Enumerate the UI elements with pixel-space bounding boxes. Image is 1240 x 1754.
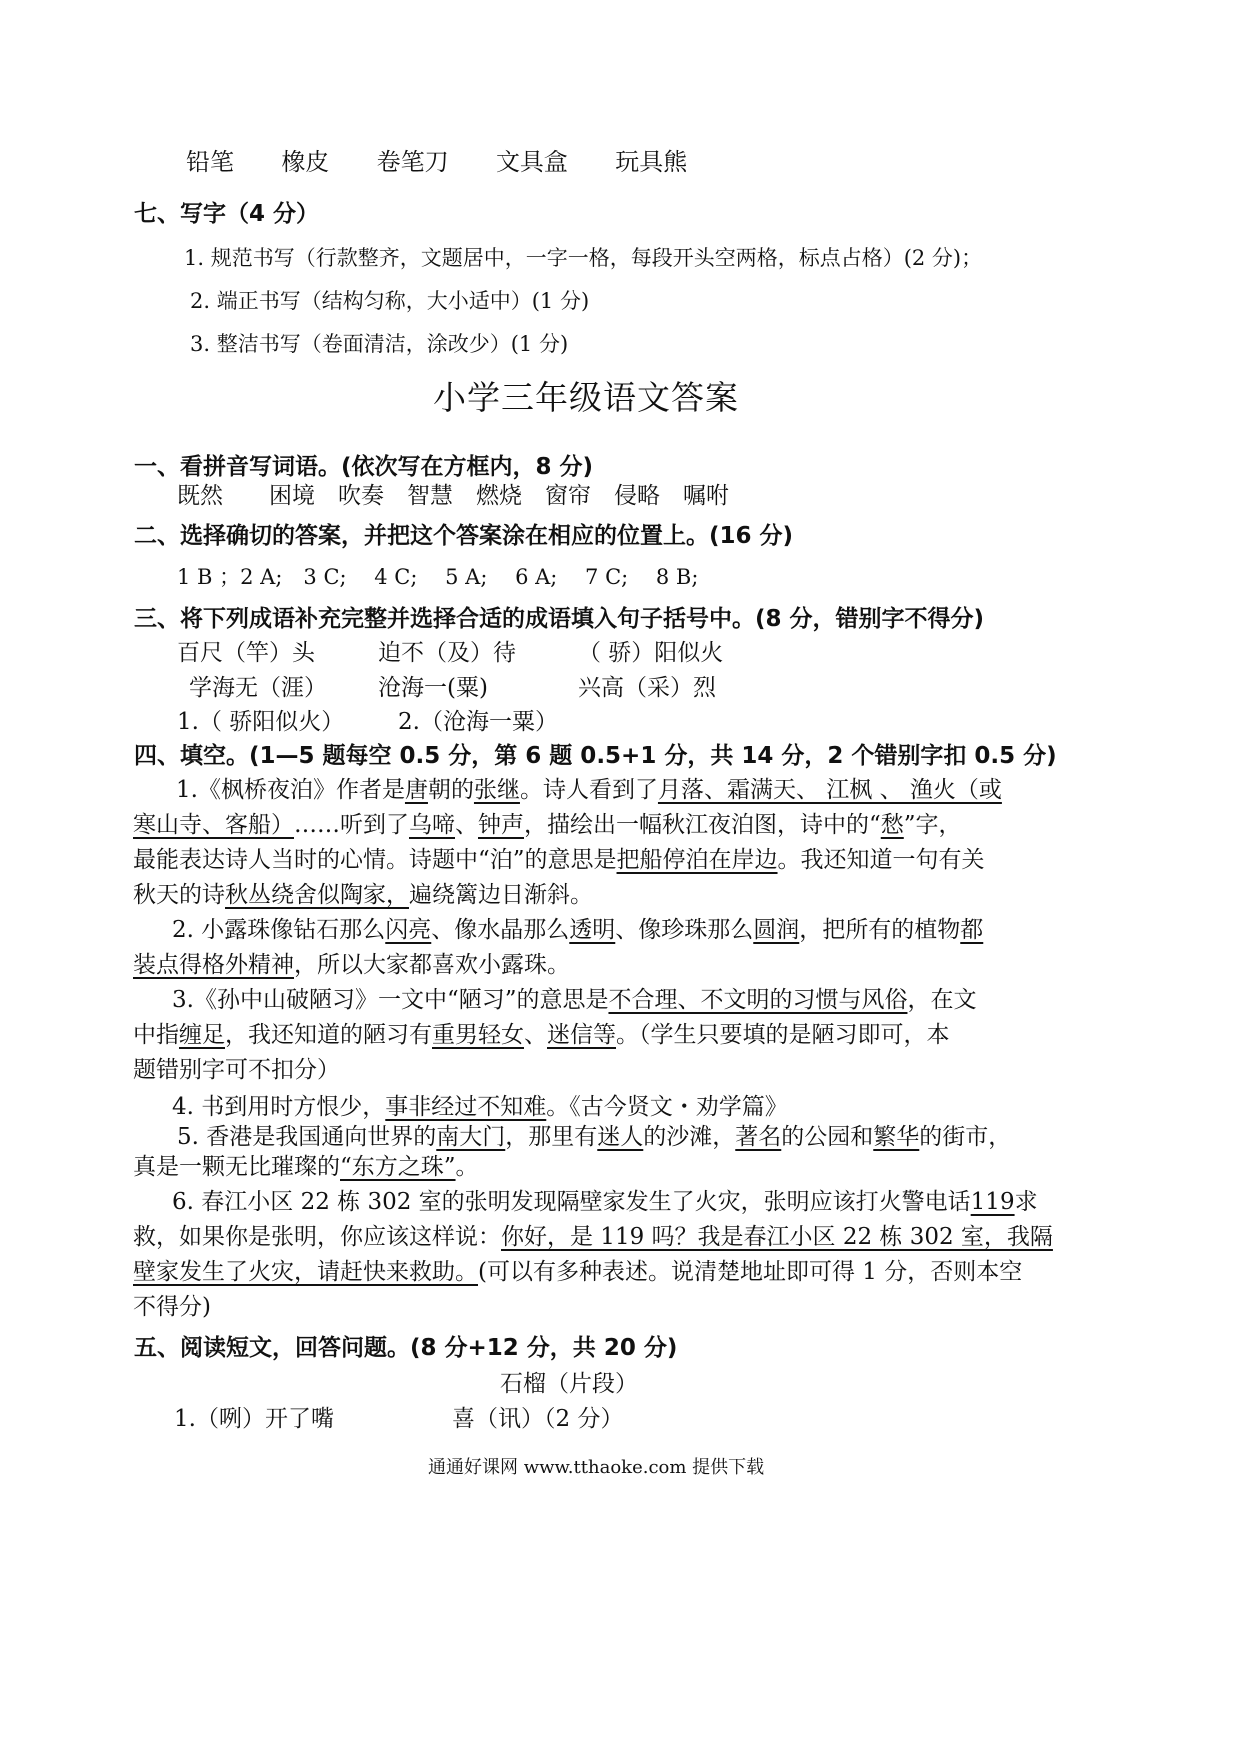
section-5-heading: 五、阅读短文，回答问题。(8 分+12 分，共 20 分)	[134, 1335, 678, 1361]
section-7-item-1: 1. 规范书写（行款整齐，文题居中，一字一格，每段开头空两格，标点占格）(2 分)；	[184, 246, 983, 270]
idiom: 百尺（竿）头	[177, 640, 315, 666]
passage-title: 石榴（片段）	[500, 1371, 638, 1397]
answer-blank: 繁华	[873, 1124, 920, 1150]
idiom: 学海无（涯）	[189, 675, 327, 701]
q6-line-1: 6. 春江小区 22 栋 302 室的张明发现隔壁家发生了火灾，张明应该打火警电话119求	[172, 1189, 1038, 1215]
section-2-answers: 1 B ；2 A; 3 C; 4 C; 5 A; 6 A; 7 C; 8 B;	[177, 565, 699, 589]
answer-blank: 张继	[473, 777, 520, 803]
section-7-item-3: 3. 整洁书写（卷面清洁，涂改少）(1 分)	[190, 332, 569, 356]
answer-blank: 唐	[404, 777, 428, 803]
q6-line-3: 壁家发生了火灾，请赶快来救助。(可以有多种表述。说清楚地址即可得 1 分，否则本空	[133, 1259, 1023, 1285]
section-3-heading: 三、将下列成语补充完整并选择合适的成语填入句子括号中。(8 分，错别字不得分)	[134, 606, 985, 632]
answer-blank: 重男轻女	[432, 1022, 524, 1048]
footer-source: 通通好课网 www.tthaoke.com 提供下载	[428, 1457, 765, 1478]
q3-line-3: 题错别字可不扣分）	[133, 1057, 340, 1083]
idiom-answer: 1.（ 骄阳似火）	[177, 709, 345, 735]
answer-blank: 圆润	[753, 917, 800, 943]
q2-line-1: 2. 小露珠像钻石那么闪亮、像水晶那么透明、像珍珠那么圆润，把所有的植物都	[172, 917, 984, 943]
answer-blank: 乌啼	[409, 812, 455, 838]
answer-blank: 闪亮	[385, 917, 432, 943]
answer-blank: 你好，是 119 吗？我是春江小区 22 栋 302 室，我隔	[501, 1224, 1053, 1250]
section-5-answer: 1.（咧）开了嘴	[174, 1406, 334, 1432]
answer-blank: 寒山寺、客船）	[133, 812, 294, 838]
answer-blank: 著名	[735, 1124, 782, 1150]
answer-blank: 把船停泊在岸边	[616, 847, 778, 873]
answer-blank: 迷人	[597, 1124, 644, 1150]
section-5-answer: 喜（讯）（2 分）	[452, 1406, 624, 1432]
answer-blank: “东方之珠”	[340, 1154, 456, 1180]
idiom: 沧海一(粟)	[378, 675, 488, 701]
q6-line-2: 救，如果你是张明，你应该这样说：你好，是 119 吗？我是春江小区 22 栋 302 室，我隔	[133, 1224, 1053, 1250]
q5-line-1: 5. 香港是我国通向世界的南大门，那里有迷人的沙滩，著名的公园和繁华的街市，	[177, 1124, 1012, 1150]
answer-blank: 透明	[569, 917, 616, 943]
answer-blank: 迷信等	[547, 1022, 616, 1048]
idiom: 迫不（及）待	[378, 640, 516, 666]
section-1-answers: 既然 困境 吹奏 智慧 燃烧 窗帘 侵略 嘱咐	[177, 483, 729, 509]
q2-line-2: 装点得格外精神，所以大家都喜欢小露珠。	[133, 952, 570, 978]
idiom: （ 骄）阳似火	[578, 640, 724, 666]
q4-line-1: 4. 书到用时方恨少，事非经过不知难。《古今贤文・劝学篇》	[172, 1094, 788, 1120]
idiom-answer: 2.（沧海一粟）	[398, 709, 558, 735]
answer-blank: 秋丛绕舍似陶家，	[225, 882, 409, 908]
word: 玩具熊	[615, 148, 688, 176]
stationery-word-list	[186, 147, 687, 178]
q1-line-3: 最能表达诗人当时的心情。诗题中“泊”的意思是把船停泊在岸边。我还知道一句有关	[133, 847, 985, 873]
answer-blank: 119	[970, 1189, 1015, 1215]
q3-line-1: 3.《孙中山破陋习》一文中“陋习”的意思是不合理、不文明的习惯与风俗，在文	[172, 987, 977, 1013]
word: 文具盒	[495, 148, 568, 176]
answer-blank: 月落、霜满天、 江枫 、 渔火（或	[657, 777, 1002, 803]
answer-blank: 装点得格外精神	[133, 952, 294, 978]
word: 橡皮	[281, 148, 330, 176]
section-7-heading: 七、写字（4 分）	[134, 201, 320, 227]
q6-line-4: 不得分)	[133, 1294, 211, 1320]
q1-line-2: 寒山寺、客船）……听到了乌啼、钟声，描绘出一幅秋江夜泊图，诗中的“愁”字，	[133, 812, 962, 838]
word: 卷笔刀	[376, 148, 449, 176]
q5-line-2: 真是一颗无比璀璨的“东方之珠”。	[133, 1154, 479, 1180]
section-4-heading: 四、填空。(1—5 题每空 0.5 分，第 6 题 0.5+1 分，共 14 分，2 个错别字扣 0.5 分)	[134, 743, 1057, 769]
section-1-heading: 一、看拼音写词语。(依次写在方框内，8 分)	[134, 454, 594, 480]
answer-blank: 愁	[880, 812, 904, 838]
q1-line-4: 秋天的诗秋丛绕舍似陶家，遍绕篱边日渐斜。	[133, 882, 593, 908]
section-7-item-2: 2. 端正书写（结构匀称，大小适中）(1 分)	[190, 289, 590, 313]
answer-blank: 缠足	[179, 1022, 225, 1048]
idiom: 兴高（采）烈	[578, 675, 716, 701]
section-2-heading: 二、选择确切的答案，并把这个答案涂在相应的位置上。(16 分)	[134, 523, 794, 549]
q1-line-1: 1.《枫桥夜泊》作者是唐朝的张继。诗人看到了月落、霜满天、 江枫 、 渔火（或	[176, 777, 1002, 803]
answer-blank: 钟声	[478, 812, 524, 838]
answer-blank: 事非经过不知难	[385, 1094, 547, 1120]
page-title: 小学三年级语文答案	[433, 378, 739, 417]
answer-blank: 不合理、不文明的习惯与风俗	[608, 987, 908, 1013]
word: 铅笔	[186, 148, 234, 176]
answer-blank: 南大门	[436, 1124, 506, 1150]
answer-blank: 壁家发生了火灾，请赶快来救助。	[133, 1259, 478, 1285]
answer-blank: 都	[960, 917, 984, 943]
q3-line-2: 中指缠足，我还知道的陋习有重男轻女、迷信等。（学生只要填的是陋习即可，本	[133, 1022, 950, 1048]
